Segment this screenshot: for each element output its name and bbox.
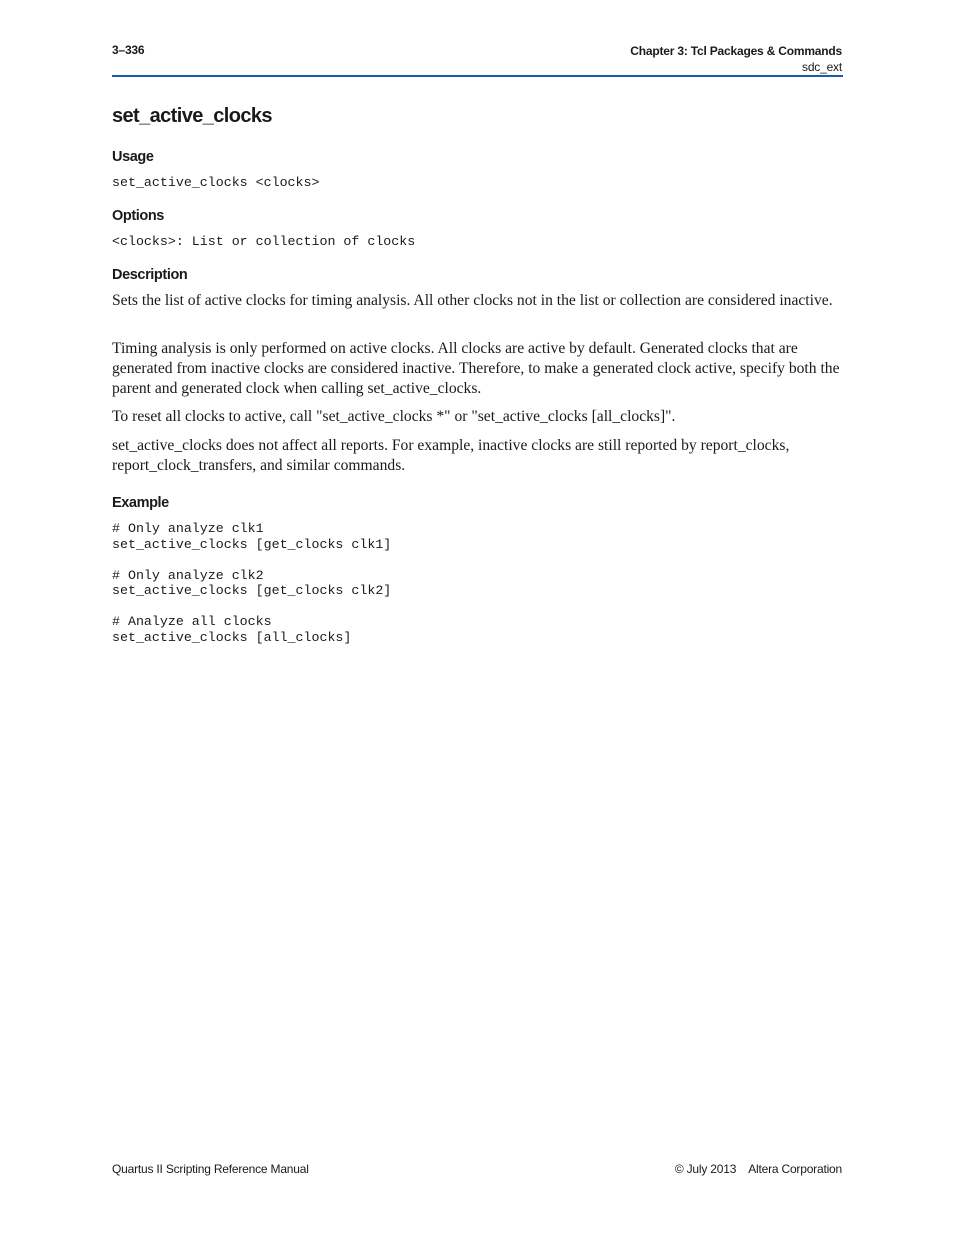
running-header	[630, 43, 842, 75]
footer-info	[675, 1162, 842, 1176]
options-heading: Options	[112, 208, 164, 224]
chapter-title: Chapter 3: Tcl Packages & Commands	[630, 44, 842, 58]
package-name: sdc_ext	[802, 60, 842, 74]
description-paragraph: To reset all clocks to active, call "set_active_clocks *" or "set_active_clocks [all_clocks]".	[112, 408, 676, 425]
example-heading: Example	[112, 495, 169, 511]
description-paragraph: set_active_clocks does not affect all reports. For example, inactive clocks are still reported by report_clocks, report_clock_transfers, and similar commands.	[112, 437, 790, 474]
description-heading: Description	[112, 267, 188, 283]
copyright-date: © July 2013	[674, 1162, 737, 1176]
company-name: Altera Corporation	[748, 1162, 842, 1176]
description-paragraph: Timing analysis is only performed on active clocks. All clocks are active by default. Generated clocks that are generated from inactive clocks are considered inactive. Therefore, to make a generated clock active, specify both the parent and generated clock when calling set_active_clocks.	[112, 340, 840, 397]
usage-heading: Usage	[112, 149, 154, 165]
usage-code: set_active_clocks <clocks>	[112, 175, 320, 190]
header-rule	[112, 75, 843, 77]
page-title: set_active_clocks	[112, 105, 272, 127]
options-code: <clocks>: List or collection of clocks	[112, 234, 416, 249]
manual-name: Quartus II Scripting Reference Manual	[112, 1162, 309, 1176]
example-code: # Only analyze clk1 set_active_clocks [get_clocks clk1] # Only analyze clk2 set_active_clocks [get_clocks clk2] # Analyze all clocks set_active_clocks [all_clocks]	[112, 521, 392, 645]
page-number: 3–336	[112, 43, 145, 57]
description-paragraph: Sets the list of active clocks for timing analysis. All other clocks not in the list or collection are considered inactive.	[112, 292, 833, 309]
